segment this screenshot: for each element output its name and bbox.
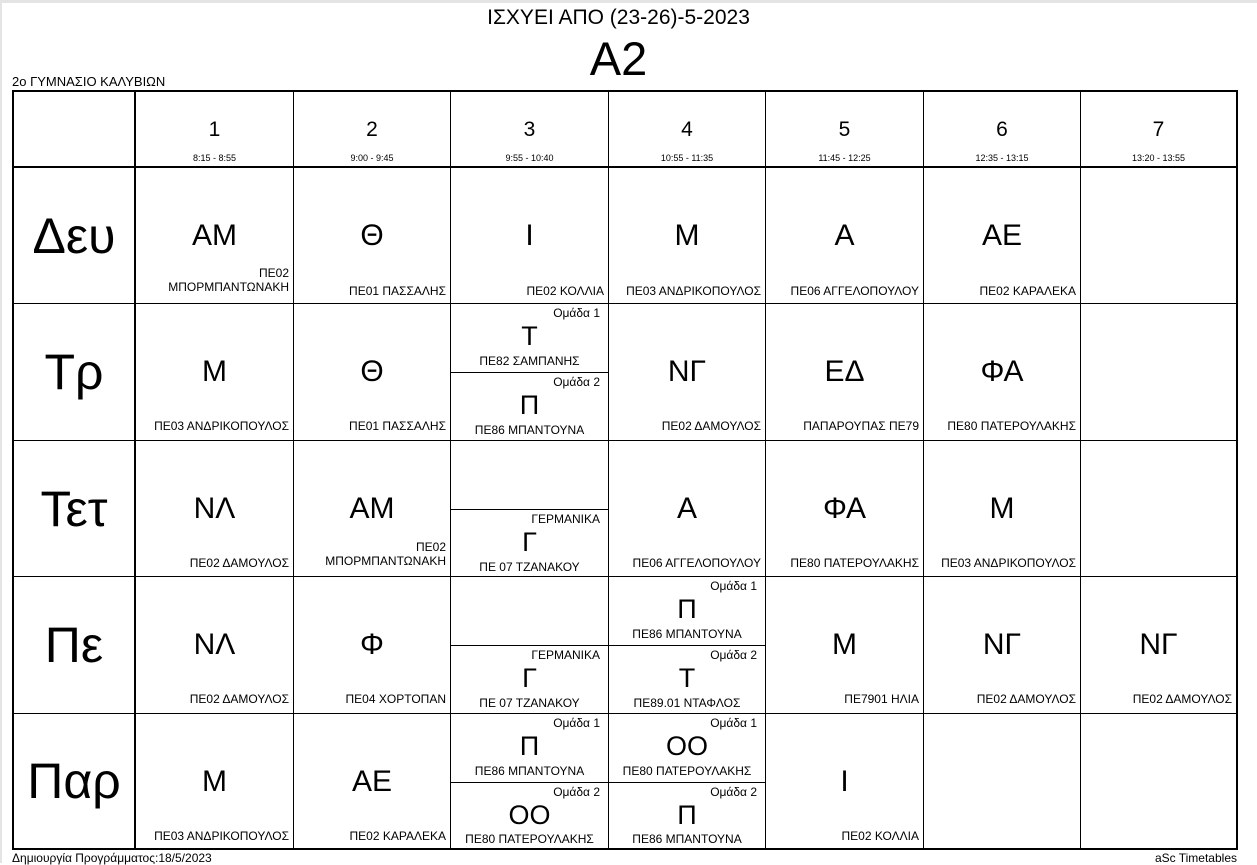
subject-code: Θ: [360, 355, 384, 388]
subject-code: ΝΛ: [193, 492, 236, 525]
school-name: 2ο ΓΥΜΝΑΣΙΟ ΚΑΛΥΒΙΩΝ: [12, 74, 166, 89]
teacher-name: ΠΕ01 ΠΑΣΣΑΛΗΣ: [349, 284, 446, 298]
teacher-name: ΠΕ03 ΑΝΔΡΙΚΟΠΟΥΛΟΣ: [941, 556, 1076, 570]
day-name: Παρ: [27, 753, 121, 809]
day-name: Δευ: [32, 207, 116, 264]
subject-code: Φ: [360, 628, 384, 661]
period-time: 9:00 - 9:45: [350, 153, 394, 163]
subject-code: ΝΓ: [1139, 628, 1178, 661]
teacher-name: ΠΕ03 ΑΝΔΡΙΚΟΠΟΥΛΟΣ: [154, 829, 289, 843]
subject-code: ΝΛ: [193, 628, 236, 661]
subject-code: ΝΓ: [667, 355, 707, 388]
teacher-name: ΠΕ 07 ΤΖΑΝΑΚΟΥ: [479, 696, 580, 710]
teacher-name: ΠΕ80 ΠΑΤΕΡΟΥΛΑΚΗΣ: [465, 832, 594, 846]
subject-code: ΟΟ: [508, 800, 551, 830]
lesson-cell: [924, 577, 1081, 714]
group-label: Ομάδα 1: [553, 306, 600, 320]
teacher-name: ΠΕ02 ΔΑΜΟΥΛΟΣ: [189, 692, 289, 706]
subject-code: ΦΑ: [980, 355, 1024, 388]
teacher-name: ΠΕ86 ΜΠΑΝΤΟΥΝΑ: [632, 627, 742, 641]
group-label: ΓΕΡΜΑΝΙΚΑ: [531, 648, 600, 662]
subject-code: Τ: [521, 321, 538, 351]
subject-code: ΝΓ: [982, 628, 1022, 661]
group-label: Ομάδα 2: [553, 785, 600, 799]
lesson-cell: [766, 168, 924, 304]
teacher-name: ΠΕ02 ΜΠΟΡΜΠΑΝΤΩΝΑΚΗ: [325, 540, 446, 568]
period-time: 8:15 - 8:55: [192, 153, 237, 163]
teacher-name: ΠΕ 07 ΤΖΑΝΑΚΟΥ: [479, 560, 580, 574]
subject-code: Μ: [202, 355, 227, 388]
split-divider: [451, 782, 608, 783]
teacher-name: ΠΕ80 ΠΑΤΕΡΟΥΛΑΚΗΣ: [622, 764, 752, 778]
split-divider: [609, 645, 765, 646]
lesson-cell: [294, 714, 451, 850]
group-label: Ομάδα 1: [710, 579, 757, 593]
teacher-name: ΠΕ89.01 ΝΤΑΦΛΟΣ: [633, 696, 741, 710]
subject-code: Τ: [678, 663, 696, 693]
day-label-fri: [14, 714, 136, 850]
empty-cell: [1081, 168, 1238, 304]
lesson-cell: [1081, 577, 1238, 714]
teacher-name: ΠΕ02 ΔΑΜΟΥΛΟΣ: [661, 419, 761, 433]
period-header-4: [609, 92, 766, 168]
teacher-name: ΠΕ02 ΔΑΜΟΥΛΟΣ: [189, 556, 289, 570]
teacher-name: ΠΕ03 ΑΝΔΡΙΚΟΠΟΥΛΟΣ: [626, 284, 761, 298]
period-header-7: [1081, 92, 1238, 168]
teacher-name: ΠΕ86 ΜΠΑΝΤΟΥΝΑ: [474, 423, 585, 437]
lesson-cell: [136, 714, 294, 850]
lesson-cell: [451, 168, 609, 304]
period-time: 10:55 - 11:35: [660, 153, 714, 163]
period-time: 12:35 - 13:15: [975, 153, 1029, 163]
subject-code: Γ: [522, 663, 537, 693]
subject-code: Π: [677, 594, 697, 624]
teacher-name: ΠΕ7901 ΗΛΙΑ: [844, 692, 919, 706]
lesson-cell: [294, 577, 451, 714]
split-lesson-cell: [451, 714, 609, 850]
subject-code: Μ: [832, 628, 857, 661]
group-label: Ομάδα 2: [553, 375, 600, 389]
subject-code: ΑΜ: [192, 219, 237, 252]
split-lesson-cell: [609, 577, 766, 714]
subject-code: ΑΕ: [981, 219, 1023, 252]
effective-date-title: ΙΣΧΥΕΙ ΑΠΟ (23-26)-5-2023: [487, 6, 750, 29]
teacher-name: ΠΕ82 ΣΑΜΠΑΝΗΣ: [479, 354, 580, 368]
lesson-cell: [609, 168, 766, 304]
empty-cell: [1081, 714, 1238, 850]
lesson-cell: [609, 441, 766, 577]
period-time: 9:55 - 10:40: [505, 153, 554, 163]
teacher-name: ΠΕ02 ΜΠΟΡΜΠΑΝΤΩΝΑΚΗ: [168, 266, 289, 294]
period-time: 11:45 - 12:25: [818, 153, 871, 163]
subject-code: Π: [519, 731, 540, 761]
split-lesson-cell: [451, 577, 609, 714]
period-number: 7: [1152, 118, 1165, 141]
lesson-cell: [136, 304, 294, 441]
teacher-name: ΠΕ02 ΚΟΛΛΙΑ: [841, 829, 919, 843]
subject-code: Μ: [202, 765, 227, 798]
software-brand: aSc Timetables: [1154, 851, 1237, 865]
group-label: Ομάδα 2: [710, 648, 757, 662]
period-number: 4: [681, 118, 693, 141]
empty-cell: [1081, 304, 1238, 441]
teacher-name: ΠΕ86 ΜΠΑΝΤΟΥΝΑ: [474, 764, 585, 778]
teacher-name: ΠΕ02 ΔΑΜΟΥΛΟΣ: [1132, 692, 1232, 706]
period-time: 13:20 - 13:55: [1131, 153, 1186, 163]
day-name: Τετ: [40, 480, 108, 537]
period-number: 5: [838, 118, 851, 141]
teacher-name: ΠΕ03 ΑΝΔΡΙΚΟΠΟΥΛΟΣ: [154, 419, 289, 433]
teacher-name: ΠΕ86 ΜΠΑΝΤΟΥΝΑ: [632, 832, 742, 846]
group-label: ΓΕΡΜΑΝΙΚΑ: [531, 512, 600, 526]
teacher-name: ΠΕ02 ΚΟΛΛΙΑ: [526, 284, 604, 298]
day-label-wed: [14, 441, 136, 577]
day-name: Πε: [44, 617, 104, 673]
lesson-cell: [609, 304, 766, 441]
class-name-title: Α2: [589, 32, 648, 85]
timetable-grid: [12, 90, 1238, 850]
subject-code: ΟΟ: [665, 731, 708, 761]
day-label-mon: [14, 168, 136, 304]
lesson-cell: [294, 168, 451, 304]
split-divider: [451, 509, 608, 510]
subject-code: Α: [834, 219, 855, 252]
lesson-cell: [924, 441, 1081, 577]
period-number: 2: [366, 118, 378, 141]
subject-code: Α: [676, 492, 697, 525]
lesson-cell: [294, 441, 451, 577]
lesson-cell: [766, 577, 924, 714]
period-header-1: [136, 92, 294, 168]
subject-code: Μ: [989, 492, 1015, 525]
lesson-cell: [924, 168, 1081, 304]
subject-code: Γ: [522, 527, 537, 557]
split-lesson-cell: [609, 714, 766, 850]
split-divider: [609, 782, 765, 783]
subject-code: Ι: [525, 219, 534, 252]
day-name: Τρ: [44, 344, 104, 400]
lesson-cell: [136, 168, 294, 304]
lesson-cell: [766, 441, 924, 577]
teacher-name: ΠΕ01 ΠΑΣΣΑΛΗΣ: [349, 419, 446, 433]
period-number: 1: [208, 118, 221, 141]
subject-code: Π: [519, 390, 540, 420]
lesson-cell: [766, 714, 924, 850]
group-label: Ομάδα 1: [710, 716, 757, 730]
lesson-cell: [136, 577, 294, 714]
subject-code: Π: [677, 800, 697, 830]
day-label-thu: [14, 577, 136, 714]
subject-code: Ι: [840, 765, 849, 798]
period-header-3: [451, 92, 609, 168]
subject-code: ΑΜ: [349, 492, 395, 525]
lesson-cell: [924, 304, 1081, 441]
day-label-tue: [14, 304, 136, 441]
teacher-name: ΠΕ02 ΔΑΜΟΥΛΟΣ: [976, 692, 1076, 706]
teacher-name: ΠΕ80 ΠΑΤΕΡΟΥΛΑΚΗΣ: [947, 419, 1076, 433]
period-header-5: [766, 92, 924, 168]
subject-code: Θ: [360, 219, 384, 252]
group-label: Ομάδα 2: [710, 785, 757, 799]
period-number: 6: [996, 118, 1008, 141]
lesson-cell: [766, 304, 924, 441]
empty-cell: [1081, 441, 1238, 577]
teacher-name: ΠΑΠΑΡΟΥΠΑΣ ΠΕ79: [803, 419, 919, 433]
split-lesson-cell: [451, 304, 609, 441]
lesson-cell: [294, 304, 451, 441]
teacher-name: ΠΕ80 ΠΑΤΕΡΟΥΛΑΚΗΣ: [790, 556, 919, 570]
teacher-name: ΠΕ02 ΚΑΡΑΛΕΚΑ: [349, 829, 446, 843]
subject-code: ΑΕ: [351, 765, 393, 798]
teacher-name: ΠΕ02 ΚΑΡΑΛΕΚΑ: [979, 284, 1076, 298]
teacher-name: ΠΕ06 ΑΓΓΕΛΟΠΟΥΛΟΥ: [790, 284, 919, 298]
teacher-name: ΠΕ06 ΑΓΓΕΛΟΠΟΥΛΟΥ: [632, 556, 761, 570]
group-label: Ομάδα 1: [553, 716, 600, 730]
split-divider: [451, 372, 608, 373]
subject-code: ΦΑ: [822, 492, 867, 525]
period-header-2: [294, 92, 451, 168]
empty-cell: [924, 714, 1081, 850]
split-lesson-cell: [451, 441, 609, 577]
created-date: Δημιουργία Προγράμματος:18/5/2023: [12, 851, 212, 865]
period-header-6: [924, 92, 1081, 168]
period-number: 3: [523, 118, 536, 141]
split-divider: [451, 645, 608, 646]
teacher-name: ΠΕ04 ΧΟΡΤΟΠΑΝ: [345, 692, 446, 706]
corner-cell: [14, 92, 136, 168]
subject-code: Μ: [674, 219, 700, 252]
subject-code: ΕΔ: [824, 355, 865, 388]
lesson-cell: [136, 441, 294, 577]
